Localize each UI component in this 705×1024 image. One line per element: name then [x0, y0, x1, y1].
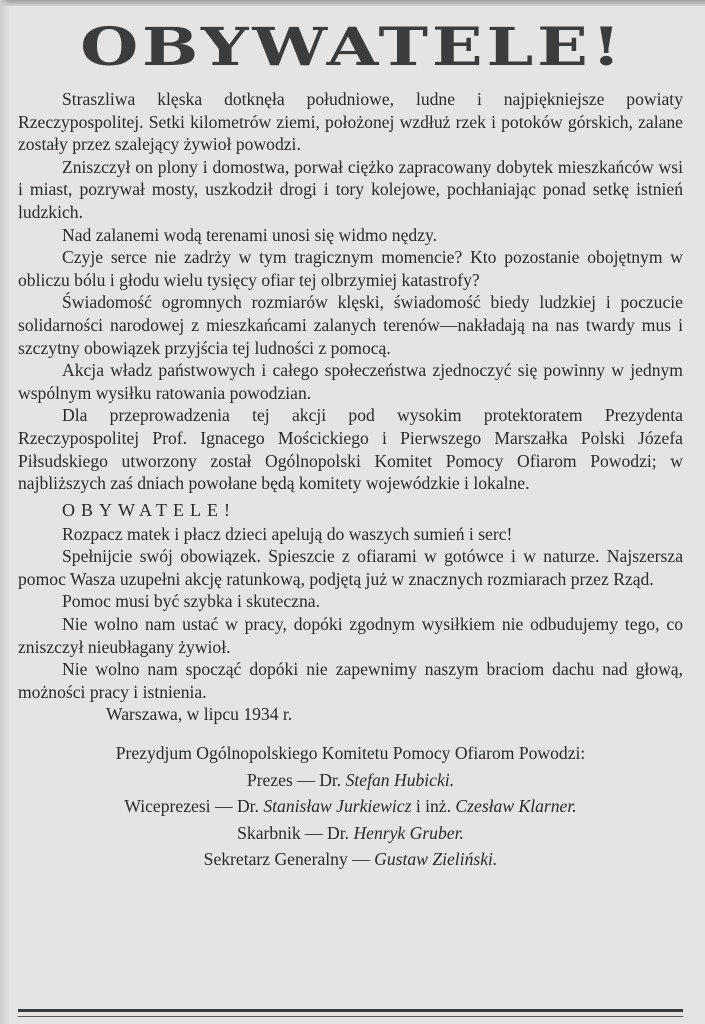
- treasurer-name: Henryk Gruber.: [353, 822, 464, 843]
- top-rule: [0, 0, 705, 6]
- president-name: Stefan Hubicki.: [345, 769, 455, 790]
- paragraph: Czyje serce nie zadrży w tym tragicznym momencie? Kto pozostanie obojętnym w obliczu bólu i głodu wielu tysięcy ofiar tej olbrzymiej katastrofy?: [18, 247, 683, 290]
- paragraph: Nie wolno nam spocząć dopóki nie zapewnimy naszym braciom dachu nad głową, możności pracy i istnienia.: [18, 659, 683, 702]
- vice-name-1: Stanisław Jurkiewicz: [263, 796, 412, 817]
- secretary-name: Gustaw Zieliński.: [374, 849, 498, 870]
- paragraph: Pomoc musi być szybka i skuteczna.: [62, 591, 320, 612]
- date-line: Warszawa, w lipcu 1934 r.: [106, 704, 293, 725]
- appeal-heading: OBYWATELE!: [62, 499, 236, 520]
- paragraph: Nad zalanemi wodą terenami unosi się widmo nędzy.: [62, 224, 438, 245]
- vice-president-line: [18, 793, 683, 820]
- paragraph: Dla przeprowadzenia tej akcji pod wysokim protektoratem Prezydenta Rzeczypospolitej Prof. Ignacego Mościckiego i Pierwszego Marszałka Polski Józefa Piłsudskiego utworzony został Ogólnopolski Komitet Pomocy Ofiarom Powodzi; w najbliższych zaś dniach powołane będą komitety wojewódzkie i lokalne.: [18, 405, 683, 494]
- paragraph: Nie wolno nam ustać w pracy, dopóki zgodnym wysiłkiem nie odbudujemy tego, co zniszczył nieubłagany żywioł.: [18, 614, 683, 657]
- vice-role: Wiceprezesi — Dr.: [124, 796, 259, 817]
- paragraph: Spełnijcie swój obowiązek. Spieszcie z ofiarami w gotówce i w naturze. Najszersza pomoc Wasza uzupełni akcję ratunkową, podjętą już w znacznych rozmiarach przez Rząd.: [18, 546, 683, 589]
- secretary-role: Sekretarz Generalny —: [203, 849, 370, 870]
- headline: OBYWATELE!: [80, 17, 625, 78]
- presidium-heading: Prezydjum Ogólnopolskiego Komitetu Pomocy Ofiarom Powodzi:: [115, 743, 586, 764]
- treasurer-line: [18, 820, 683, 847]
- paragraph: Świadomość ogromnych rozmiarów klęski, świadomość biedy ludzkiej i poczucie solidarności narodowej z mieszkańcami zalanych terenów—nakładają na nas twardy mus i szczytny obowiązek przyjścia tej ludności z pomocą.: [18, 292, 683, 358]
- president-line: [18, 767, 683, 794]
- presidium-signatures: [18, 740, 683, 873]
- bottom-rule: [18, 1009, 683, 1022]
- paragraph: Akcja władz państwowych i całego społeczeństwa zjednoczyć się powinny w jednym wspólnym wysiłku ratowania powodzian.: [18, 360, 683, 403]
- page-edge-shadow: [0, 0, 10, 1024]
- president-role: Prezes — Dr.: [246, 769, 342, 790]
- vice-joiner: i inż.: [415, 796, 452, 817]
- paragraph: Zniszczył on plony i domostwa, porwał ciężko zapracowany dobytek mieszkańców wsi i miast, pozrywał mosty, uszkodził drogi i tory kolejowe, pochłaniając ponad setkę istnień ludzkich.: [18, 156, 683, 222]
- treasurer-role: Skarbnik — Dr.: [237, 822, 350, 843]
- proclamation-body: [18, 88, 683, 873]
- secretary-line: [18, 846, 683, 873]
- vice-name-2: Czesław Klarner.: [455, 796, 577, 817]
- paragraph: Rozpacz matek i płacz dzieci apelują do waszych sumień i serc!: [62, 523, 513, 544]
- paragraph: Straszliwa klęska dotknęła południowe, ludne i najpiękniejsze powiaty Rzeczypospolitej. Setki kilometrów ziemi, położonej wzdłuż rzek i potoków górskich, zalane zostały przez szalejący żywioł powodzi.: [18, 89, 683, 155]
